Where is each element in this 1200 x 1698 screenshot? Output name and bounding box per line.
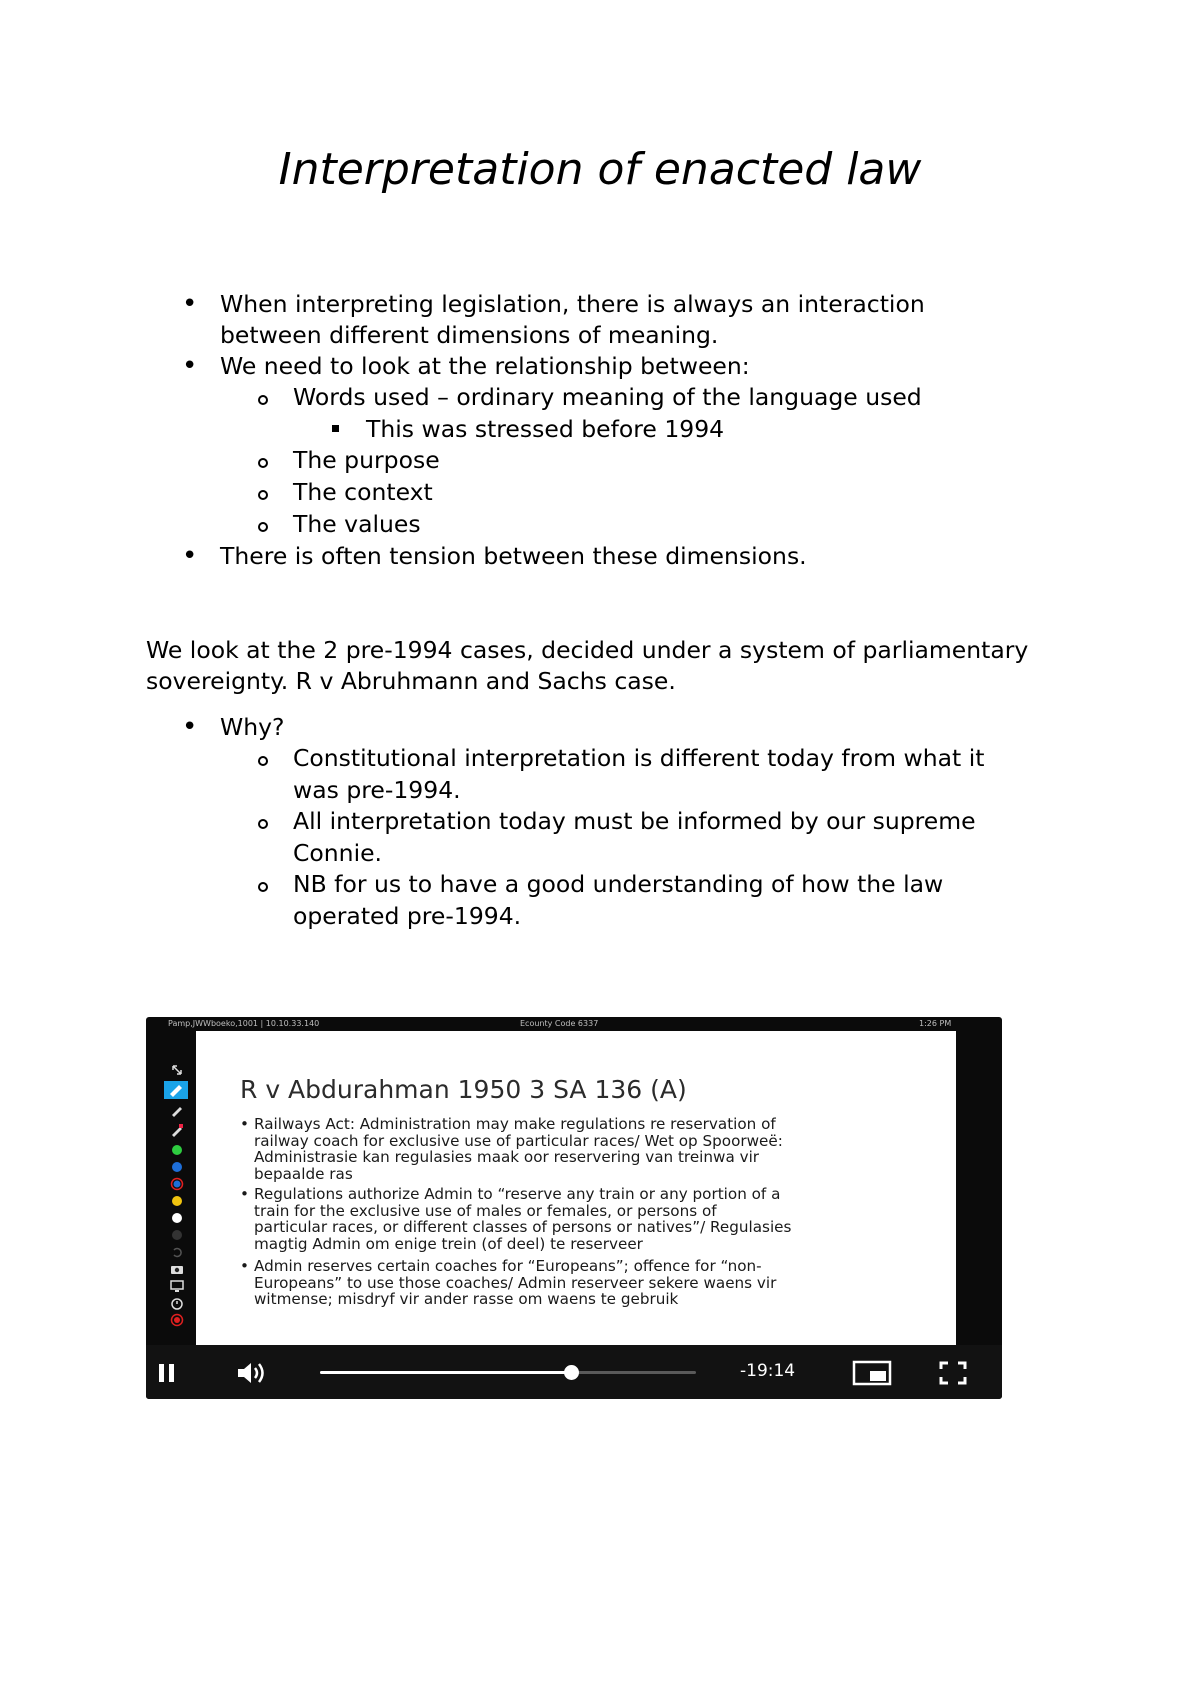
color-selected-icon[interactable] xyxy=(170,1177,184,1191)
sub-list-item: The purpose xyxy=(293,446,440,474)
color-green-icon[interactable] xyxy=(170,1143,184,1157)
sub-bullet-marker xyxy=(258,395,268,405)
progress-fill xyxy=(320,1371,572,1374)
screen-icon[interactable] xyxy=(170,1279,184,1293)
bullet-marker: • xyxy=(182,289,198,319)
fullscreen-icon[interactable] xyxy=(938,1360,968,1386)
paragraph-line: We look at the 2 pre-1994 cases, decided under a system of parliamentary xyxy=(146,636,1029,664)
slide-bullet-marker: • xyxy=(240,1185,249,1203)
slide-bullet-line: Regulations authorize Admin to “reserve any train or any portion of a xyxy=(254,1185,781,1203)
sub-list-item: NB for us to have a good understanding of how the law xyxy=(293,870,944,898)
security-code: Ecounty Code 6337 xyxy=(520,1019,599,1028)
list-item-continuation: between different dimensions of meaning. xyxy=(220,321,719,349)
slide-bullet-line: train for the exclusive use of males or females, or persons of xyxy=(254,1201,717,1220)
pause-icon[interactable] xyxy=(156,1363,178,1383)
bullet-marker: • xyxy=(182,541,198,571)
list-item: There is often tension between these dimensions. xyxy=(220,542,807,570)
slide-bullet-marker: • xyxy=(240,1115,249,1133)
video-controls xyxy=(146,1345,1002,1399)
record-icon[interactable] xyxy=(170,1313,184,1327)
slide-bullet-text xyxy=(254,1116,783,1182)
marker-icon[interactable] xyxy=(170,1103,184,1117)
clock: 1:26 PM xyxy=(919,1019,952,1028)
sub-bullet-marker xyxy=(258,819,268,829)
time-remaining: -19:14 xyxy=(740,1361,796,1381)
undo-icon[interactable] xyxy=(170,1245,184,1259)
sub-bullet-marker xyxy=(258,882,268,892)
resize-icon[interactable] xyxy=(170,1063,184,1077)
slide-bullet-line: witmense; misdryf vir ander rasse om waens te gebruik xyxy=(254,1290,679,1309)
sub-list-item-continuation: operated pre-1994. xyxy=(293,902,522,930)
sub-list-item: All interpretation today must be informed by our supreme xyxy=(293,807,976,835)
sub-list-item: Words used – ordinary meaning of the language used xyxy=(293,383,922,411)
presentation-slide xyxy=(196,1031,956,1365)
color-white-icon[interactable] xyxy=(170,1211,184,1225)
list-item: We need to look at the relationship between: xyxy=(220,352,750,380)
sub-bullet-marker xyxy=(258,490,268,500)
progress-handle[interactable] xyxy=(564,1365,579,1380)
slide-bullet-line: magtig Admin om enige trein (of deel) te reserveer xyxy=(254,1234,643,1253)
slide-bullet-marker: • xyxy=(240,1257,249,1275)
sub-list-item: Constitutional interpretation is different today from what it xyxy=(293,744,985,772)
sub-sub-list-item: This was stressed before 1994 xyxy=(366,415,725,443)
sub-list-item-continuation: Connie. xyxy=(293,839,383,867)
pen-tool-icon[interactable] xyxy=(164,1081,188,1099)
list-item: When interpreting legislation, there is always an interaction xyxy=(220,290,925,318)
embedded-video-player[interactable] xyxy=(146,1017,1002,1399)
video-status-bar xyxy=(146,1017,1002,1031)
picture-in-picture-icon[interactable] xyxy=(852,1360,892,1386)
sub-list-item-continuation: was pre-1994. xyxy=(293,776,461,804)
color-black-icon[interactable] xyxy=(170,1228,184,1242)
list-item: Why? xyxy=(220,713,285,741)
bullet-marker: • xyxy=(182,712,198,742)
camera-icon[interactable] xyxy=(170,1262,184,1276)
highlighter-icon[interactable] xyxy=(170,1123,184,1137)
session-info: Pamp,JWWboeko,1001 | 10.10.33.140 xyxy=(168,1019,320,1028)
slide-bullet-line: Europeans” to use those coaches/ Admin reserveer sekere waens vir xyxy=(254,1273,777,1292)
slide-bullet-text xyxy=(254,1186,791,1252)
paragraph-line: sovereignty. R v Abruhmann and Sachs case. xyxy=(146,667,676,695)
sub-bullet-marker xyxy=(258,458,268,468)
sub-sub-bullet-marker xyxy=(332,425,339,432)
page-title: Interpretation of enacted law xyxy=(278,144,922,195)
slide-bullet-line: railway coach for exclusive use of particular races/ Wet op Spoorweë: xyxy=(254,1131,783,1150)
progress-bar[interactable] xyxy=(320,1371,696,1374)
slide-bullet-line: Admin reserves certain coaches for “Europeans”; offence for “non- xyxy=(254,1257,762,1275)
sub-list-item: The values xyxy=(293,510,421,538)
sub-list-item: The context xyxy=(293,478,433,506)
bullet-marker: • xyxy=(182,351,198,381)
slide-bullet-line: Administrasie kan regulasies maak oor reservering van treinwa vir xyxy=(254,1148,760,1167)
sub-bullet-marker xyxy=(258,522,268,532)
slide-bullet-line: Railways Act: Administration may make regulations re reservation of xyxy=(254,1115,776,1133)
timer-icon[interactable] xyxy=(170,1296,184,1310)
sub-bullet-marker xyxy=(258,756,268,766)
color-blue-icon[interactable] xyxy=(170,1160,184,1174)
slide-bullet-text xyxy=(254,1258,776,1308)
slide-bullet-line: particular races, or different classes of persons or natives”/ Regulasies xyxy=(254,1218,792,1237)
color-yellow-icon[interactable] xyxy=(170,1194,184,1208)
slide-bullet-line: bepaalde ras xyxy=(254,1164,353,1183)
volume-icon[interactable] xyxy=(236,1359,270,1387)
slide-title: R v Abdurahman 1950 3 SA 136 (A) xyxy=(240,1075,687,1104)
